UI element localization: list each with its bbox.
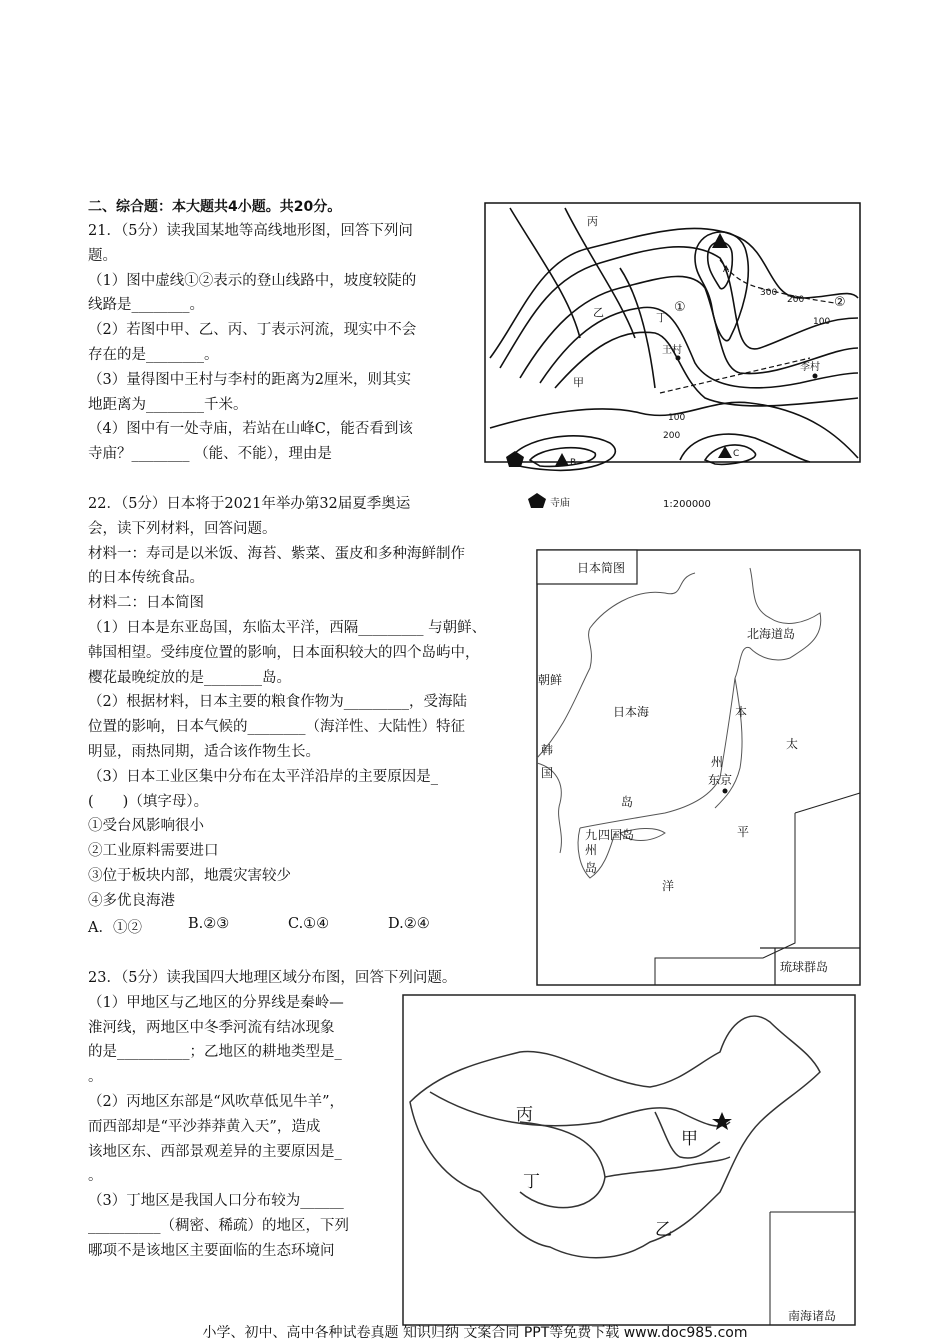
text-line: 线路是________。 (88, 297, 204, 314)
text-line: 韩国相望。受纬度位置的影响，日本面积较大的四个岛屿中， (88, 644, 480, 661)
contour-100: 100 (813, 317, 831, 327)
text-line: （3）量得图中王村与李村的距离为2厘米，则其实 (88, 371, 411, 388)
label-ryukyu-inset: 琉球群岛 (780, 960, 829, 974)
label-peak-a: A (723, 265, 730, 275)
text-line: ①受台风影响很小 (88, 818, 204, 835)
label-pacific-2: 平 (737, 825, 750, 839)
label-hokkaido: 北海道岛 (747, 627, 796, 641)
text-line: ②工业原料需要进口 (88, 843, 219, 860)
label-honshu-3: 岛 (621, 795, 634, 809)
label-region-bing: 丙 (516, 1105, 533, 1125)
question-22 (88, 492, 486, 914)
label-sea-of-japan: 日本海 (613, 705, 650, 719)
text-line: 。 (88, 1069, 103, 1086)
text-line: 哪项不是该地区主要面临的生态环境问 (88, 1242, 335, 1259)
text-line: （1）日本是东亚岛国，东临太平洋，西隔_________ 与朝鲜、 (88, 619, 487, 636)
label-shikoku: 四国岛 (598, 828, 635, 842)
label-kyushu-2: 州 (585, 843, 598, 857)
text-line: 该地区东、西部景观差异的主要原因是_ (88, 1143, 342, 1160)
text-line: 位置的影响，日本气候的________（海洋性、大陆性）特征 (88, 719, 465, 736)
temple-icon (506, 451, 524, 467)
label-region-yi: 乙 (655, 1220, 672, 1240)
label-south-korea-1: 韩 (541, 743, 554, 757)
text-line: __________（稠密、稀疏）的地区，下列 (88, 1217, 349, 1234)
option-a[interactable]: A．①② (88, 920, 142, 936)
label-route-2: ② (834, 295, 846, 310)
text-line: 淮河线，两地区中冬季河流有结冰现象 (88, 1019, 335, 1036)
text-line: （3）日本工业区集中分布在太平洋沿岸的主要原因是_ (88, 768, 438, 785)
text-line: 的日本传统食品。 (88, 570, 204, 587)
text-line: 存在的是________。 (88, 346, 219, 363)
text-line: 而西部却是“平沙莽莽黄入天”，造成 (88, 1118, 321, 1135)
label-region-ding: 丁 (523, 1172, 540, 1192)
japan-map-title: 日本简图 (577, 561, 626, 575)
option-b[interactable]: B.②③ (188, 916, 230, 932)
japan-map (535, 548, 863, 988)
label-north-korea: 朝鲜 (538, 673, 563, 687)
label-li-village: 李村 (800, 362, 820, 373)
label-tokyo: 东京 (708, 773, 733, 787)
label-region-jia: 甲 (681, 1129, 698, 1149)
label-jia: 甲 (573, 376, 584, 389)
label-kyushu-1: 九 (585, 828, 598, 842)
text-line: 樱花最晚绽放的是________岛。 (88, 669, 291, 686)
text-line: （2）若图中甲、乙、丙、丁表示河流，现实中不会 (88, 322, 417, 339)
label-ding: 丁 (656, 311, 667, 324)
option-c[interactable]: C.①④ (288, 916, 330, 932)
label-pacific-1: 太 (786, 737, 799, 751)
contour-300: 300 (760, 288, 778, 298)
label-peak-c: C (733, 449, 740, 459)
text-line: 材料一：寿司是以米饭、海苔、紫菜、蛋皮和多种海鲜制作 (88, 545, 465, 562)
text-line: （2）丙地区东部是“风吹草低见牛羊”， (88, 1093, 345, 1110)
label-south-korea-2: 国 (541, 766, 554, 780)
text-line: 地距离为________千米。 (88, 396, 248, 413)
label-pacific-3: 洋 (662, 879, 675, 893)
temple-legend-icon (528, 493, 546, 508)
label-honshu-2: 州 (711, 755, 724, 769)
text-line: 题。 (88, 247, 117, 264)
question-21 (88, 219, 416, 467)
label-yi: 乙 (593, 306, 604, 319)
text-line: 材料二：日本简图 (88, 595, 204, 612)
text-line: 。 (88, 1168, 103, 1185)
text-line: （4）图中有一处寺庙，若站在山峰C，能否看到该 (88, 421, 413, 438)
text-line: 寺庙？________ （能、不能），理由是 (88, 446, 332, 463)
text-line: （3）丁地区是我国人口分布较为______ (88, 1193, 344, 1210)
legend-temple-label: 寺庙 (550, 498, 570, 509)
label-south-sea-islands-inset: 南海诸岛 (788, 1309, 837, 1323)
text-line: （2）根据材料，日本主要的粮食作物为_________，受海陆 (88, 694, 467, 711)
label-bing: 丙 (587, 215, 598, 228)
label-kyushu-3: 岛 (585, 861, 598, 875)
contour-100-south: 100 (668, 413, 686, 423)
china-regions-map (400, 992, 858, 1328)
text-line: （1）图中虚线①②表示的登山线路中，坡度较陡的 (88, 272, 417, 289)
text-line: 明显，雨热同期，适合该作物生长。 (88, 743, 320, 760)
contour-200-south: 200 (663, 431, 681, 441)
option-d[interactable]: D.②④ (388, 916, 430, 932)
map-scale: 1:200000 (663, 499, 711, 510)
text-line: 23．（5分）读我国四大地理区域分布图，回答下列问题。 (88, 970, 457, 986)
contour-map (480, 198, 870, 518)
text-line: 的是__________；乙地区的耕地类型是_ (88, 1044, 342, 1061)
text-line: ③位于板块内部，地震灾害较少 (88, 867, 291, 884)
text-line: 22．（5分）日本将于2021年举办第32届夏季奥运 (88, 496, 411, 512)
text-line: ④多优良海港 (88, 892, 175, 909)
label-peak-b: B (570, 458, 577, 468)
contour-200: 200 (787, 295, 805, 305)
label-honshu-1: 本 (735, 705, 748, 719)
question-22-options (88, 916, 448, 937)
text-line: （1）甲地区与乙地区的分界线是秦岭— (88, 994, 344, 1011)
text-line: 会，读下列材料，回答问题。 (88, 520, 277, 537)
footer-ad: 小学、初中、高中各种试卷真题 知识归纳 文案合同 PPT等免费下载 www.doc985.com (202, 1325, 748, 1341)
section-title: 二、综合题：本大题共4小题。共20分。 (88, 199, 342, 215)
label-wang-village: 王村 (662, 345, 682, 356)
text-line: ( )（填字母）。 (88, 793, 209, 810)
label-route-1: ① (674, 300, 686, 315)
text-line: 21．（5分）读我国某地等高线地形图，回答下列问 (88, 223, 413, 239)
